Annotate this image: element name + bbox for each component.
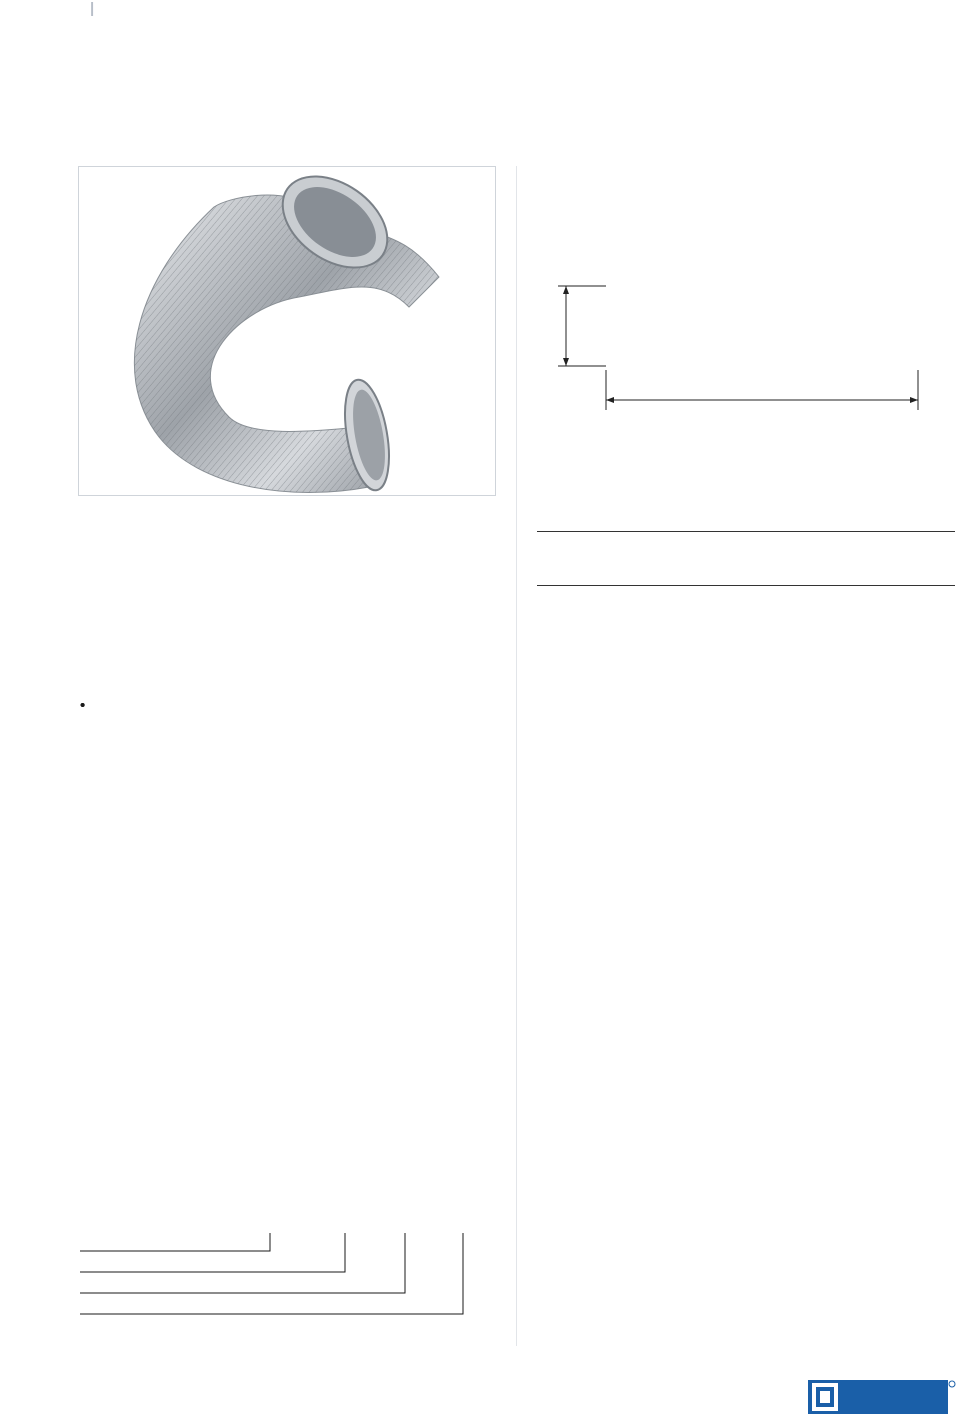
table-header	[537, 550, 709, 568]
dimension-drawing	[540, 270, 960, 420]
breadcrumb-separator: |	[90, 0, 96, 17]
table-header-row	[537, 532, 955, 550]
table-header	[537, 568, 709, 586]
table-header-row	[537, 550, 955, 568]
table-header	[709, 550, 955, 568]
table-header	[709, 532, 955, 550]
order-code-diagram	[80, 1208, 500, 1318]
duct-dimension-drawing	[540, 270, 960, 420]
lindab-logo	[808, 1380, 956, 1414]
order-example	[80, 1208, 500, 1318]
table-header-row	[537, 568, 955, 586]
flexible-duct-illustration	[79, 167, 496, 496]
order-leader-lines	[80, 1233, 463, 1314]
column-divider	[516, 166, 517, 1346]
table-header	[709, 568, 955, 586]
dimensions-table	[537, 531, 955, 586]
table-header	[537, 532, 709, 550]
breadcrumb	[80, 0, 105, 17]
product-photo	[78, 166, 496, 496]
logo-mark	[808, 1380, 956, 1414]
